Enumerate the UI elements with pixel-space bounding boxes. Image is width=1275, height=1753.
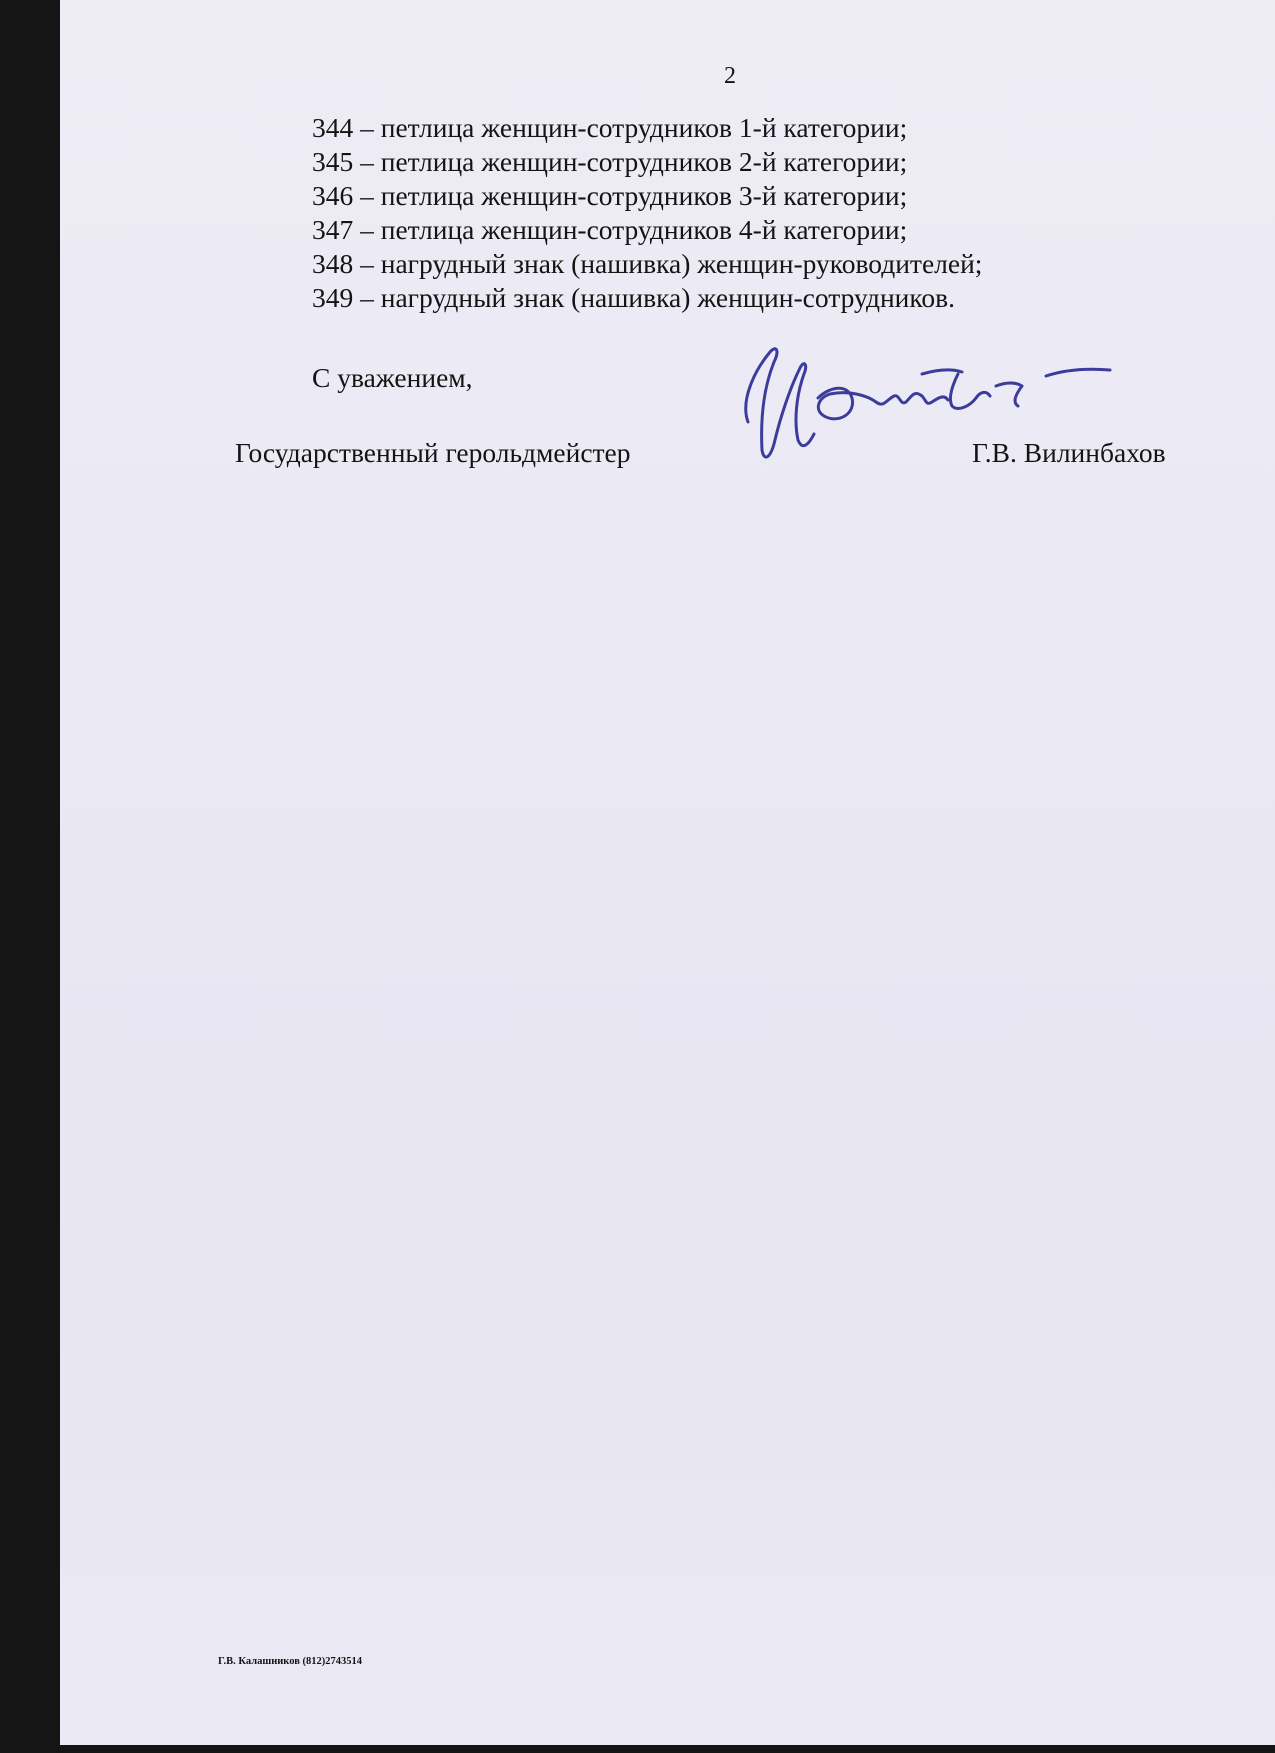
signature-stroke [1046, 369, 1110, 376]
salutation: С уважением, [312, 362, 473, 393]
page-number: 2 [724, 63, 736, 89]
signature-stroke [818, 388, 948, 419]
list-item: 349 – нагрудный знак (нашивка) женщин-сотрудников. [312, 282, 955, 313]
signatory-name: Г.В. Вилинбахов [972, 437, 1166, 468]
list-item: 344 – петлица женщин-сотрудников 1-й категории; [312, 112, 908, 143]
list-item: 347 – петлица женщин-сотрудников 4-й категории; [312, 214, 908, 245]
signature-stroke [996, 383, 1022, 406]
list-item: 346 – петлица женщин-сотрудников 3-й категории; [312, 180, 908, 211]
list-item: 348 – нагрудный знак (нашивка) женщин-руководителей; [312, 248, 983, 279]
list-item: 345 – петлица женщин-сотрудников 2-й категории; [312, 146, 908, 177]
signature-stroke [746, 349, 814, 457]
insignia-list [312, 111, 982, 315]
signatory-position: Государственный герольдмейстер [235, 437, 631, 468]
footer-contact: Г.В. Калашников (812)2743514 [218, 1656, 362, 1667]
